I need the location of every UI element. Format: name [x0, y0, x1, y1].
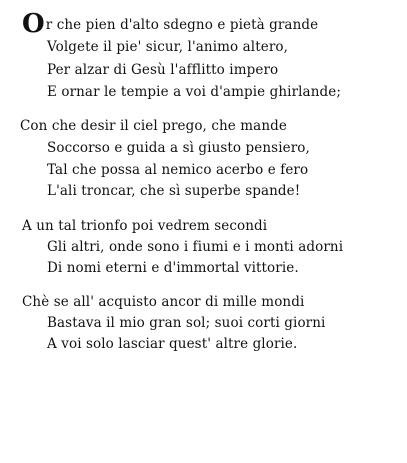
poem-line: Per alzar di Gesù l'afflitto impero — [47, 62, 279, 78]
poem-line: E ornar le tempie a voi d'ampie ghirlande; — [47, 84, 341, 100]
poem-line: Chè se all' acquisto ancor di mille mondi — [22, 294, 305, 310]
poem-line: A voi solo lasciar quest' altre glorie. — [47, 336, 298, 352]
poem-line-text: r che pien d'alto sdegno e pietà grande — [45, 17, 319, 33]
drop-cap: O — [22, 9, 45, 39]
poem-line — [22, 9, 319, 39]
poem-line: Volgete il pie' sicur, l'animo altero, — [47, 39, 288, 55]
poem-line: Bastava il mio gran sol; suoi corti giorni — [47, 315, 326, 331]
poem-line: Soccorso e guida a sì giusto pensiero, — [47, 140, 310, 156]
poem-line: Di nomi eterni e d'immortal vittorie. — [47, 260, 299, 276]
poem-line: Gli altri, onde sono i fiumi e i monti adorni — [47, 239, 344, 255]
poem-line: Con che desir il ciel prego, che mande — [20, 118, 287, 134]
poem-line: Tal che possa al nemico acerbo e fero — [47, 162, 309, 178]
poem-line: L'ali troncar, che sì superbe spande! — [47, 183, 301, 199]
poem-line: A un tal trionfo poi vedrem secondi — [22, 218, 268, 234]
